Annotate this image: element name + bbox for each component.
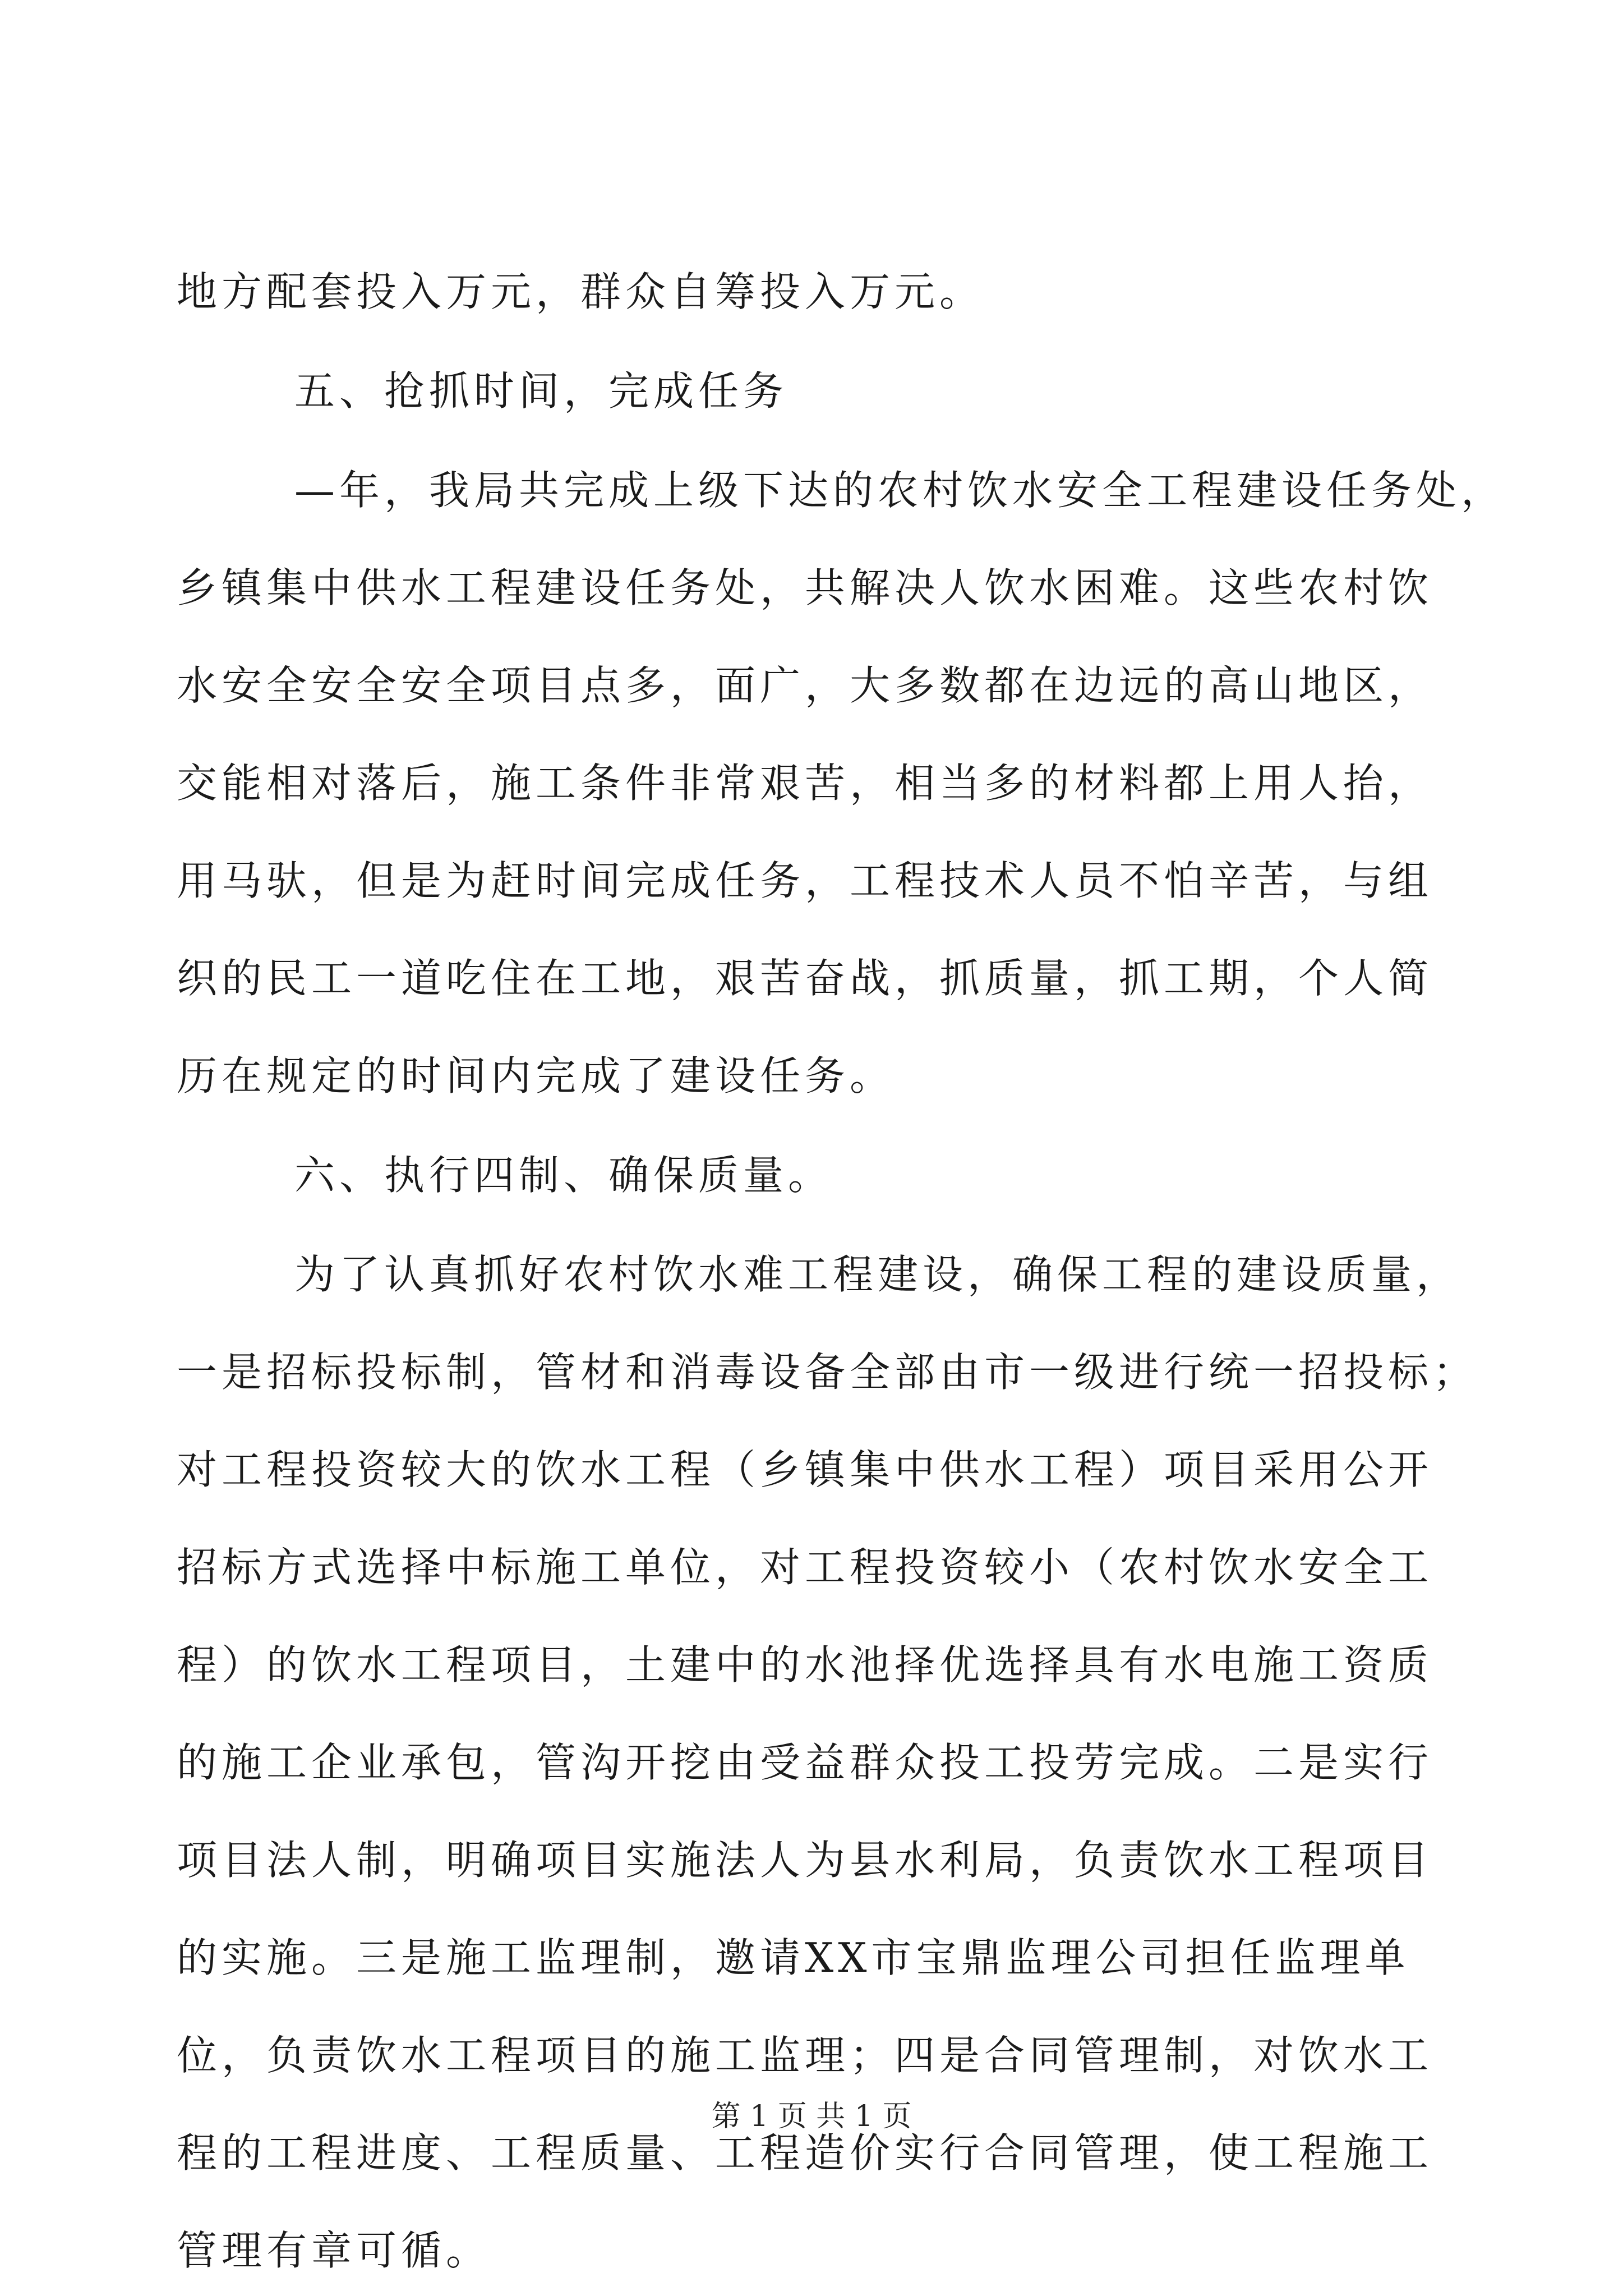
text-line: 一是招标投标制，管材和消毒设备全部由市一级进行统一招投标； (177, 1349, 1478, 1396)
text-line: 的实施。三是施工监理制，邀请XX市宝鼎监理公司担任监理单 (177, 1934, 1410, 1981)
text-line: 的施工企业承包，管沟开挖由受益群众投工投劳完成。二是实行 (177, 1739, 1433, 1786)
text-line: 用马驮，但是为赶时间完成任务，工程技术人员不怕辛苦，与组 (177, 857, 1433, 904)
text-line: 水安全安全安全项目点多，面广，大多数都在边远的高山地区， (177, 662, 1433, 709)
text-line: 程的工程进度、工程质量、工程造价实行合同管理，使工程施工 (177, 2129, 1433, 2177)
text-line: 位，负责饮水工程项目的施工监理；四是合同管理制，对饮水工 (177, 2032, 1433, 2079)
section-heading: 五、抢抓时间，完成任务 (294, 367, 789, 415)
text-line: 乡镇集中供水工程建设任务处，共解决人饮水困难。这些农村饮 (177, 564, 1433, 611)
text-line: 项目法人制，明确项目实施法人为县水利局，负责饮水工程项目 (177, 1837, 1433, 1884)
page-number-footer: 第 1 页 共 1 页 (711, 2100, 912, 2133)
text-line: 招标方式选择中标施工单位，对工程投资较小（农村饮水安全工 (177, 1544, 1433, 1591)
text-line: 交能相对落后，施工条件非常艰苦，相当多的材料都上用人抬， (177, 760, 1433, 807)
text-line: 对工程投资较大的饮水工程（乡镇集中供水工程）项目采用公开 (177, 1446, 1433, 1493)
text-line: 地方配套投入万元，群众自筹投入万元。 (177, 268, 985, 315)
section-heading: 六、执行四制、确保质量。 (294, 1152, 833, 1199)
text-line: 为了认真抓好农村饮水难工程建设，确保工程的建设质量， (294, 1251, 1461, 1298)
text-line: —年，我局共完成上级下达的农村饮水安全工程建设任务处， (294, 467, 1506, 514)
text-line: 织的民工一道吃住在工地，艰苦奋战，抓质量，抓工期，个人简 (177, 955, 1433, 1002)
text-line: 程）的饮水工程项目，土建中的水池择优选择具有水电施工资质 (177, 1641, 1433, 1688)
text-line: 历在规定的时间内完成了建设任务。 (177, 1052, 895, 1099)
text-line: 管理有章可循。 (177, 2227, 491, 2274)
